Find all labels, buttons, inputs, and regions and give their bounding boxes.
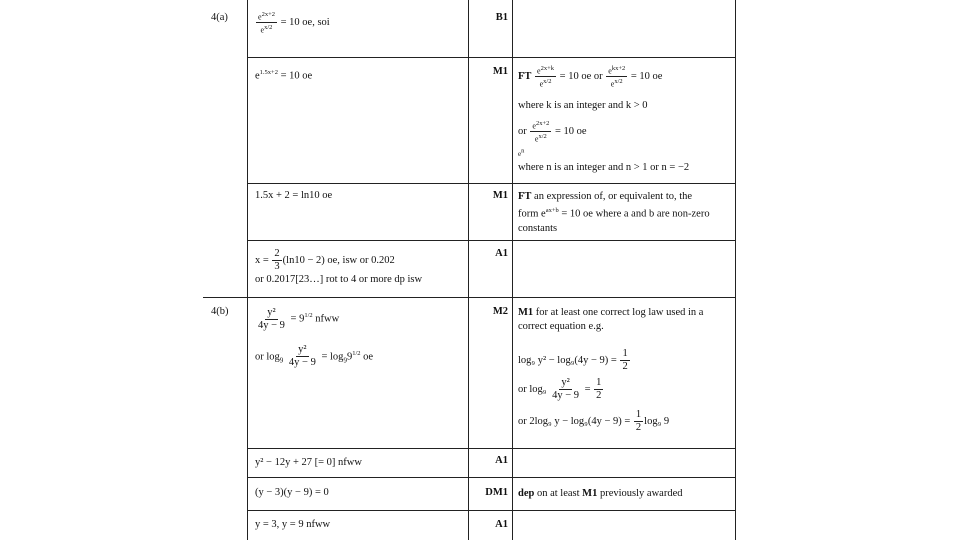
answer-row-8: y = 3, y = 9 nfww: [255, 519, 331, 530]
mark-row-1: B1: [495, 12, 508, 23]
column-divider: [735, 0, 736, 540]
mark-row-3: M1: [492, 190, 508, 201]
column-divider: [247, 0, 248, 540]
answer-row-3: 1.5x + 2 = ln10 oe: [255, 190, 333, 201]
mark-row-7: DM1: [485, 487, 508, 498]
answer-row-1: $\frac{e^{2x+2}}{e^{x/2}}$ = 10 oe, soi: [258, 11, 330, 35]
answer-row-6: y² − 12y + 27 [= 0] nfww: [255, 457, 362, 468]
row-divider: [247, 510, 736, 511]
guidance-row-7: dep on at least M1 previously awarded: [518, 488, 683, 499]
row-divider: [247, 183, 736, 184]
guidance-row-2: FT $\frac{e^{2x+k}}{e^{x/2}}$ = 10 oe or $\frac{e^{kx+2}}{e^{x/2}}$ = 10 oe where k is an integer and k > 0 or $\frac{e^{2x+2}}{e^{x/2}}$ = 10 oe en where n is an integer and n > 1 or n = −2: [518, 65, 690, 173]
question-label-4a: 4(a): [211, 12, 228, 23]
row-divider: [247, 477, 736, 478]
mark-row-4: A1: [495, 248, 508, 259]
guidance-row-3: FT an expression of, or equivalent to, the form $e^{ax+b} = 10$ oe where a and b are non-zero constants: [518, 191, 710, 234]
mark-row-5: M2: [492, 306, 508, 317]
row-divider: [203, 297, 736, 298]
answer-row-2: $e^{1.5x+2} = 10$ oe: [255, 69, 313, 82]
row-divider: [247, 57, 736, 58]
answer-row-7: (y − 3)(y − 9) = 0: [255, 487, 329, 498]
mark-row-8: A1: [495, 519, 508, 530]
row-divider: [247, 448, 736, 449]
mark-row-6: A1: [495, 455, 508, 466]
guidance-row-5: M1 for at least one correct log law used in a correct equation e.g. log₉ y² − log₉(4y − 9) = $\frac{1}{2}$ or log₉ $\frac{\text{y²}}{4y - 9}$ = $\frac{1}{2}$ or 2log₉ y − log₉(4y − 9) = $\frac{1}{2}$ log₉ 9: [518, 307, 704, 434]
row-divider: [247, 240, 736, 241]
mark-row-2: M1: [492, 66, 508, 77]
answer-row-4: x = $\frac{2}{3}$ (ln10 − 2) oe, isw or 0.202 or 0.2017[23…] rot to 4 or more dp isw: [255, 248, 423, 285]
question-label-4b: 4(b): [211, 306, 229, 317]
column-divider: [512, 0, 513, 540]
answer-row-5: $\frac{\text{y²}}{4y - 9}$ = $9^{1/2}$ nfww or $\log_9$ $\frac{\text{y²}}{4y - 9}$ = $\log_99^{1/2}$ oe: [255, 306, 374, 369]
